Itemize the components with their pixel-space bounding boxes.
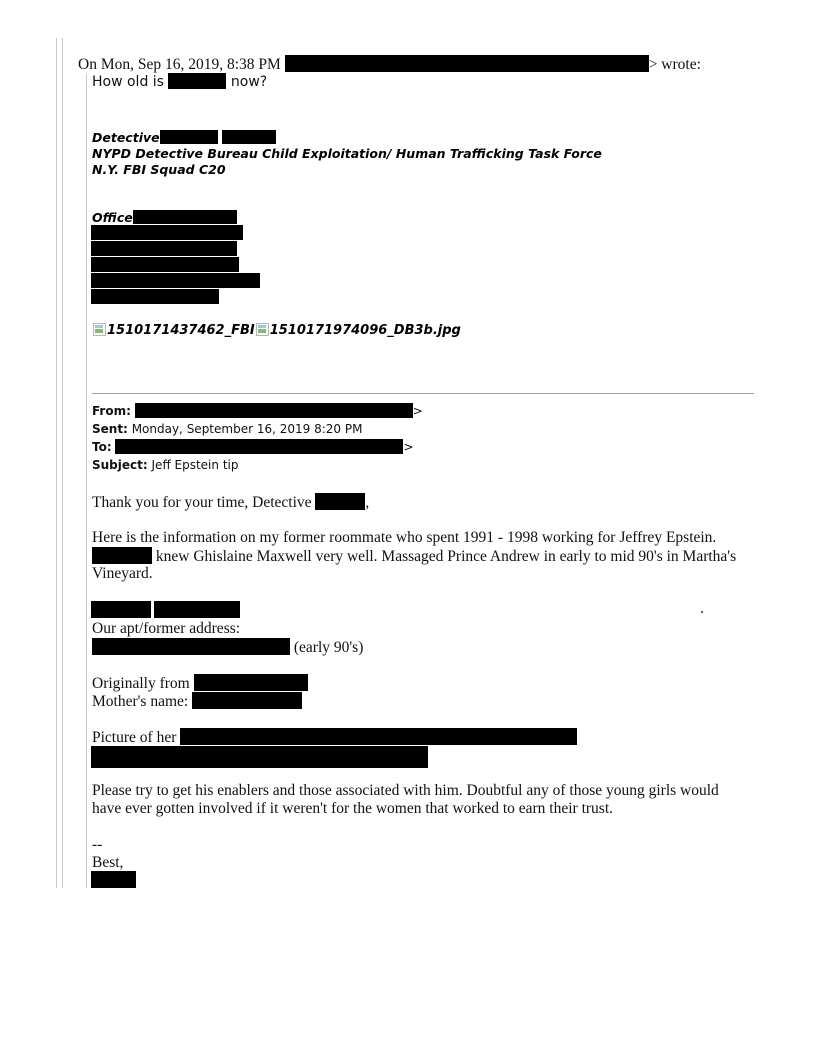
originally-from-line xyxy=(92,674,308,693)
header-sent xyxy=(92,420,362,438)
office-label: Office xyxy=(92,210,133,225)
image-2-name[interactable]: 1510171974096_DB3b.jpg xyxy=(269,323,461,338)
question-suffix: now? xyxy=(230,74,268,90)
redacted-sender-signature xyxy=(91,871,136,888)
redacted-office-line-3 xyxy=(91,257,239,272)
picture-line xyxy=(92,728,577,747)
to-close: > xyxy=(403,440,414,454)
mothers-name-line xyxy=(92,692,302,711)
sent-label: Sent: xyxy=(92,422,128,436)
to-label: To: xyxy=(92,440,112,454)
signature-best: Best, xyxy=(92,854,124,871)
signature-office xyxy=(92,210,237,226)
picture-label: Picture of her xyxy=(92,729,177,746)
signature-images xyxy=(92,322,461,339)
redacted-detective-last-name xyxy=(222,130,276,144)
quote-bar-outer xyxy=(56,38,57,888)
thanks-text: Thank you for your time, Detective xyxy=(92,494,312,511)
info-line-2-text: knew Ghislaine Maxwell very well. Massaged Prince Andrew in early to mid 90's in Martha's xyxy=(155,548,737,565)
redacted-address xyxy=(92,638,290,655)
info-line-1: Here is the information on my former roommate who spent 1991 - 1998 working for Jeffrey Epstein. xyxy=(92,529,717,546)
from-close: > xyxy=(412,404,423,418)
broken-image-icon xyxy=(255,322,269,336)
enablers-line-2: have ever gotten involved if it weren't for the women that worked to earn their trust. xyxy=(92,800,614,817)
signature-unit: NYPD Detective Bureau Child Exploitation/ Human Trafficking Task Force xyxy=(92,146,602,161)
question-prefix: How old is xyxy=(92,74,164,90)
reply-wrote: > wrote: xyxy=(648,56,701,73)
quote-bar-inner xyxy=(86,74,87,888)
address-suffix: (early 90's) xyxy=(293,639,364,656)
redacted-name xyxy=(168,73,226,89)
header-from xyxy=(92,402,423,420)
sent-value: Monday, September 16, 2019 8:20 PM xyxy=(131,422,363,436)
header-subject xyxy=(92,456,238,474)
subject-label: Subject: xyxy=(92,458,148,472)
redacted-office-line-1 xyxy=(91,225,243,240)
redacted-roommate-name xyxy=(92,547,152,564)
redacted-detective-name xyxy=(315,493,365,510)
redacted-detective-first-name xyxy=(160,130,218,144)
from-label: From: xyxy=(92,404,131,418)
redacted-roommate-last xyxy=(154,601,240,618)
header-to xyxy=(92,438,414,456)
info-line-3: Vineyard. xyxy=(92,565,153,582)
redacted-office-line-4 xyxy=(91,273,260,288)
info-line-2 xyxy=(92,547,736,566)
address-label: Our apt/former address: xyxy=(92,620,241,637)
originally-from-label: Originally from xyxy=(92,675,190,692)
signature-squad: N.Y. FBI Squad C20 xyxy=(92,162,226,177)
signature-dashes: -- xyxy=(92,836,103,853)
redacted-office-line-0 xyxy=(133,210,237,224)
mothers-name-label: Mother's name: xyxy=(92,693,189,710)
signature-detective xyxy=(92,130,276,146)
redacted-sender-email xyxy=(285,55,649,72)
broken-image-icon xyxy=(92,322,106,336)
stray-dot: . xyxy=(700,600,704,617)
redacted-office-line-5 xyxy=(91,289,219,304)
redacted-to-address xyxy=(115,439,403,454)
address-line xyxy=(92,638,363,657)
reply-attribution xyxy=(78,55,701,74)
enablers-line-1: Please try to get his enablers and those associated with him. Doubtful any of those young girls would xyxy=(92,782,719,799)
redacted-origin xyxy=(194,674,308,691)
redacted-roommate-first xyxy=(91,601,151,618)
question-line xyxy=(92,73,267,91)
subject-value: Jeff Epstein tip xyxy=(151,458,239,472)
image-1-name[interactable]: 1510171437462_FBI xyxy=(107,323,255,338)
thanks-line xyxy=(92,493,369,512)
redacted-from-address xyxy=(135,403,413,418)
header-separator xyxy=(92,393,754,394)
redacted-office-line-2 xyxy=(91,241,237,256)
detective-label: Detective xyxy=(92,130,160,145)
thanks-comma: , xyxy=(365,494,370,511)
quote-bar-middle xyxy=(62,38,63,888)
redacted-picture-link-2 xyxy=(91,746,428,768)
reply-date-prefix: On Mon, Sep 16, 2019, 8:38 PM xyxy=(78,56,281,73)
redacted-picture-link-1 xyxy=(180,728,577,745)
redacted-mothers-name xyxy=(192,692,302,709)
